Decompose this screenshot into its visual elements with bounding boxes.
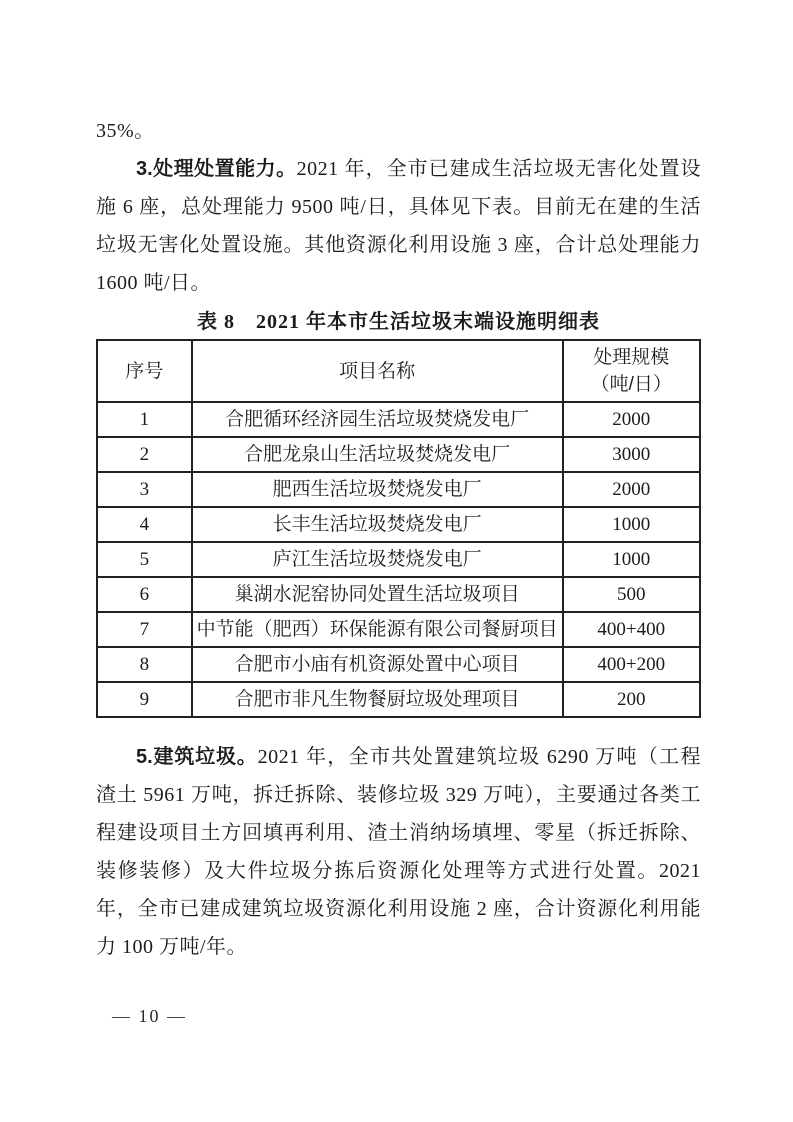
cell-capacity: 3000 [563,437,700,472]
paragraph-5-heading: 5.建筑垃圾。 [136,746,258,768]
cell-capacity: 500 [563,577,700,612]
cell-capacity: 2000 [563,472,700,507]
cell-capacity: 1000 [563,507,700,542]
cell-capacity: 1000 [563,542,700,577]
cell-project-name: 肥西生活垃圾焚烧发电厂 [192,472,563,507]
table-row [97,612,700,647]
cell-project-name: 庐江生活垃圾焚烧发电厂 [192,542,563,577]
paragraph-5 [96,738,701,966]
page-number: — 10 — [112,1006,187,1026]
cell-project-name: 合肥龙泉山生活垃圾焚烧发电厂 [192,437,563,472]
column-header-capacity-line1: 处理规模 [593,347,670,368]
cell-capacity: 400+200 [563,647,700,682]
table-row [97,402,700,437]
cell-project-name: 巢湖水泥窑协同处置生活垃圾项目 [192,577,563,612]
column-header-serial: 序号 [97,340,192,402]
paragraph-3-body: 2021 年，全市已建成生活垃圾无害化处置设施 6 座，总处理能力 9500 吨/日，具体见下表。目前无在建的生活垃圾无害化处置设施。其他资源化利用设施 3 座，合计总处理能力 1600 吨/日。 [96,158,701,294]
cell-serial: 5 [97,542,192,577]
cell-capacity: 2000 [563,402,700,437]
cell-serial: 3 [97,472,192,507]
paragraph-5-body: 2021 年，全市共处置建筑垃圾 6290 万吨（工程渣土 5961 万吨，拆迁拆除、装修垃圾 329 万吨），主要通过各类工程建设项目土方回填再利用、渣土消纳场填埋、零星（拆迁拆除、装修装修）及大件垃圾分拣后资源化处理等方式进行处置。2021 年，全市已建成建筑垃圾资源化利用设施 2 座，合计资源化利用能力 100 万吨/年。 [96,746,701,958]
table-title: 表 8 2021 年本市生活垃圾末端设施明细表 [197,311,600,333]
cell-serial: 9 [97,682,192,717]
table-row [97,577,700,612]
cell-capacity: 400+400 [563,612,700,647]
column-header-project-name: 项目名称 [192,340,563,402]
cell-serial: 6 [97,577,192,612]
cell-project-name: 合肥市非凡生物餐厨垃圾处理项目 [192,682,563,717]
cell-serial: 7 [97,612,192,647]
cell-project-name: 中节能（肥西）环保能源有限公司餐厨项目 [192,612,563,647]
paragraph-3-heading: 3.处理处置能力。 [136,158,297,180]
cell-project-name: 合肥循环经济园生活垃圾焚烧发电厂 [192,402,563,437]
table-row [97,472,700,507]
table-row [97,647,700,682]
cell-serial: 1 [97,402,192,437]
cell-serial: 2 [97,437,192,472]
table-row [97,682,700,717]
table-row [97,507,700,542]
paragraph-3 [96,150,701,302]
cell-project-name: 合肥市小庙有机资源处置中心项目 [192,647,563,682]
paragraph-continuation: 35%。 [96,120,155,142]
cell-capacity: 200 [563,682,700,717]
table-header-row [97,340,700,402]
column-header-capacity [563,340,700,402]
cell-serial: 4 [97,507,192,542]
column-header-capacity-line2: （吨/日） [590,374,672,395]
cell-serial: 8 [97,647,192,682]
cell-project-name: 长丰生活垃圾焚烧发电厂 [192,507,563,542]
table-row [97,542,700,577]
table-row [97,437,700,472]
facilities-table [96,339,701,718]
